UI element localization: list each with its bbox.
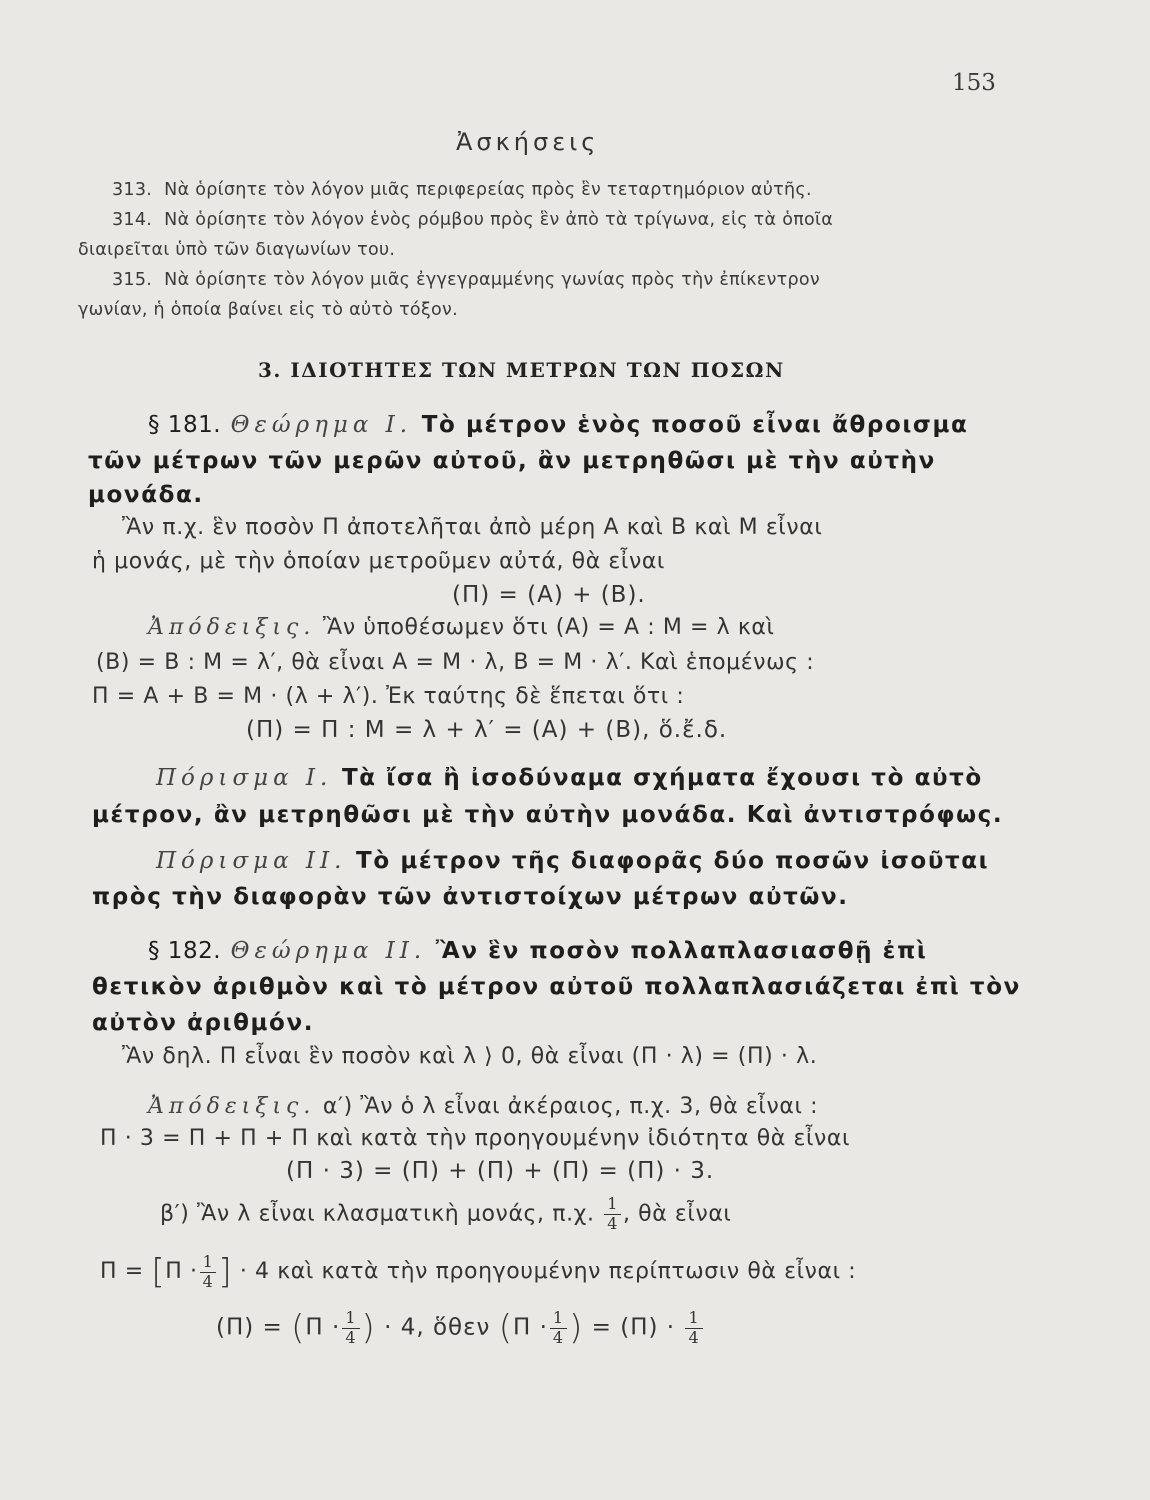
equation-2: (Π) = Π : Μ = λ + λ′ = (Α) + (Β), ὅ.ἔ.δ. xyxy=(246,717,728,743)
theorem-label: Θεώρημα Ι. xyxy=(230,412,413,438)
proof-1-line-3: Π = Α + Β = Μ · (λ + λ′). Ἐκ ταύτης δὲ ἕπεται ὅτι : xyxy=(92,684,685,709)
exercise-text: Νὰ ὁρίσητε τὸν λόγον μιᾶς ἐγγεγραμμένης γωνίας πρὸς τὴν ἐπίκεντρον xyxy=(164,270,820,290)
fraction-one-quarter: $\frac{1}{4}$ xyxy=(200,1254,217,1291)
corollary-text: Τὸ μέτρον τῆς διαφορᾶς δύο ποσῶν ἰσοῦται xyxy=(356,848,990,874)
left-paren: ( xyxy=(498,1308,513,1348)
exercise-314-continuation: διαιρεῖται ὑπὸ τῶν διαγωνίων του. xyxy=(78,240,396,260)
equation-term: Π · xyxy=(512,1314,548,1341)
left-bracket: [ xyxy=(151,1252,166,1292)
theorem-label: Θεώρημα ΙΙ. xyxy=(230,938,427,964)
equation-1: (Π) = (Α) + (Β). xyxy=(452,582,646,608)
exercise-314 xyxy=(112,210,833,230)
equation-rhs: = (Π) · xyxy=(591,1314,676,1341)
theorem-1-line-1 xyxy=(148,412,968,438)
proof-1-line-2: (Β) = Β : Μ = λ′, θὰ εἶναι Α = Μ · λ, Β = Μ · λ′. Καὶ ἑπομένως : xyxy=(96,650,815,675)
theorem-2-line-2: θετικὸν ἀριθμὸν καὶ τὸ μέτρον αὐτοῦ πολλαπλασιάζεται ἐπὶ τὸν xyxy=(92,974,1021,1000)
proof-text: α′) Ἂν ὁ λ εἶναι ἀκέραιος, π.χ. 3, θὰ εἶναι : xyxy=(322,1094,819,1119)
equation-rest: · 4 καὶ κατὰ τὴν προηγουμένην περίπτωσιν θὰ εἶναι : xyxy=(239,1259,857,1284)
corollary-label: Πόρισμα Ι. xyxy=(156,765,333,791)
equation-term: Π · xyxy=(165,1259,198,1284)
exercises-heading: Ἀσκήσεις xyxy=(456,128,600,156)
corollary-2-line-2: πρὸς τὴν διαφορὰν τῶν ἀντιστοίχων μέτρων αὐτῶν. xyxy=(92,884,849,910)
corollary-label: Πόρισμα ΙΙ. xyxy=(156,848,347,874)
paragraph-number: § 181. xyxy=(148,412,222,438)
equation-term: Π · xyxy=(305,1314,341,1341)
exercise-number: 313. xyxy=(112,180,153,200)
corollary-1-line-2: μέτρον, ἂν μετρηθῶσι μὲ τὴν αὐτὴν μονάδα. Καὶ ἀντιστρόφως. xyxy=(92,802,1004,828)
example-line-2: ἡ μονάς, μὲ τὴν ὁποίαν μετροῦμεν αὐτά, θὰ εἶναι xyxy=(92,549,665,574)
proof-1-line-1 xyxy=(148,615,775,640)
proof-label: Ἀπόδειξις. xyxy=(148,1094,316,1119)
right-bracket: ] xyxy=(218,1252,233,1292)
case-b-equation-line xyxy=(100,1252,856,1292)
exercise-text: Νὰ ὁρίσητε τὸν λόγον ἑνὸς ρόμβου πρὸς ἓν ἀπὸ τὰ τρίγωνα, εἰς τὰ ὁποῖα xyxy=(164,210,834,230)
theorem-1-line-2: τῶν μέτρων τῶν μερῶν αὐτοῦ, ἂν μετρηθῶσι μὲ τὴν αὐτὴν xyxy=(88,448,936,474)
proof-2-line-2: Π · 3 = Π + Π + Π καὶ κατὰ τὴν προηγουμένην ἰδιότητα θὰ εἶναι xyxy=(100,1126,851,1151)
corollary-2-line-1 xyxy=(156,848,989,874)
exercise-313 xyxy=(112,180,812,200)
fraction-one-quarter: $\frac{1}{4}$ xyxy=(604,1196,621,1233)
paragraph-number: § 182. xyxy=(148,938,222,964)
statement-line: Ἂν δηλ. Π εἶναι ἓν ποσὸν καὶ λ ⟩ 0, θὰ εἶναι (Π · λ) = (Π) · λ. xyxy=(122,1044,818,1069)
exercise-number: 315. xyxy=(112,270,153,290)
exercise-text: Νὰ ὁρίσητε τὸν λόγον μιᾶς περιφερείας πρὸς ἓν τεταρτημόριον αὐτῆς. xyxy=(164,180,812,200)
case-b-line xyxy=(160,1196,731,1233)
left-paren: ( xyxy=(291,1308,306,1348)
equation-3: (Π · 3) = (Π) + (Π) + (Π) = (Π) · 3. xyxy=(286,1158,715,1184)
theorem-1-line-3: μονάδα. xyxy=(88,482,204,508)
fraction-one-quarter: $\frac{1}{4}$ xyxy=(685,1310,702,1347)
theorem-2-line-3: αὐτὸν ἀριθμόν. xyxy=(92,1010,315,1036)
fraction-one-quarter: $\frac{1}{4}$ xyxy=(550,1310,567,1347)
case-b-text-end: , θὰ εἶναι xyxy=(622,1201,732,1227)
proof-label: Ἀπόδειξις. xyxy=(148,615,316,640)
right-paren: ) xyxy=(569,1308,584,1348)
equation-lhs: Π = xyxy=(100,1259,144,1284)
corollary-text: Τὰ ἴσα ἢ ἰσοδύναμα σχήματα ἔχουσι τὸ αὐτὸ xyxy=(341,765,983,791)
section-title: 3. ΙΔΙΟΤΗΤΕΣ ΤΩΝ ΜΕΤΡΩΝ ΤΩΝ ΠΟΣΩΝ xyxy=(258,358,785,382)
proof-2-line-1 xyxy=(148,1094,818,1119)
exercise-315 xyxy=(112,270,820,290)
exercise-315-continuation: γωνίαν, ἡ ὁποία βαίνει εἰς τὸ αὐτὸ τόξον. xyxy=(78,300,458,320)
theorem-text: Τὸ μέτρον ἑνὸς ποσοῦ εἶναι ἄθροισμα xyxy=(421,412,969,438)
theorem-2-line-1 xyxy=(148,938,927,964)
equation-middle: · 4, ὅθεν xyxy=(384,1314,491,1341)
equation-lhs: (Π) = xyxy=(216,1314,283,1341)
right-paren: ) xyxy=(361,1308,376,1348)
theorem-text: Ἂν ἓν ποσὸν πολλαπλασιασθῇ ἐπὶ xyxy=(435,938,928,964)
final-equation xyxy=(216,1308,705,1348)
page-number: 153 xyxy=(952,70,996,96)
exercise-number: 314. xyxy=(112,210,153,230)
case-b-text: β′) Ἂν λ εἶναι κλασματικὴ μονάς, π.χ. xyxy=(160,1201,595,1227)
proof-text: Ἂν ὑποθέσωμεν ὅτι (Α) = Α : Μ = λ καὶ xyxy=(322,615,775,640)
corollary-1-line-1 xyxy=(156,765,983,791)
example-line-1: Ἂν π.χ. ἓν ποσὸν Π ἀποτελῆται ἀπὸ μέρη Α καὶ Β καὶ Μ εἶναι xyxy=(122,515,823,540)
fraction-one-quarter: $\frac{1}{4}$ xyxy=(342,1310,359,1347)
